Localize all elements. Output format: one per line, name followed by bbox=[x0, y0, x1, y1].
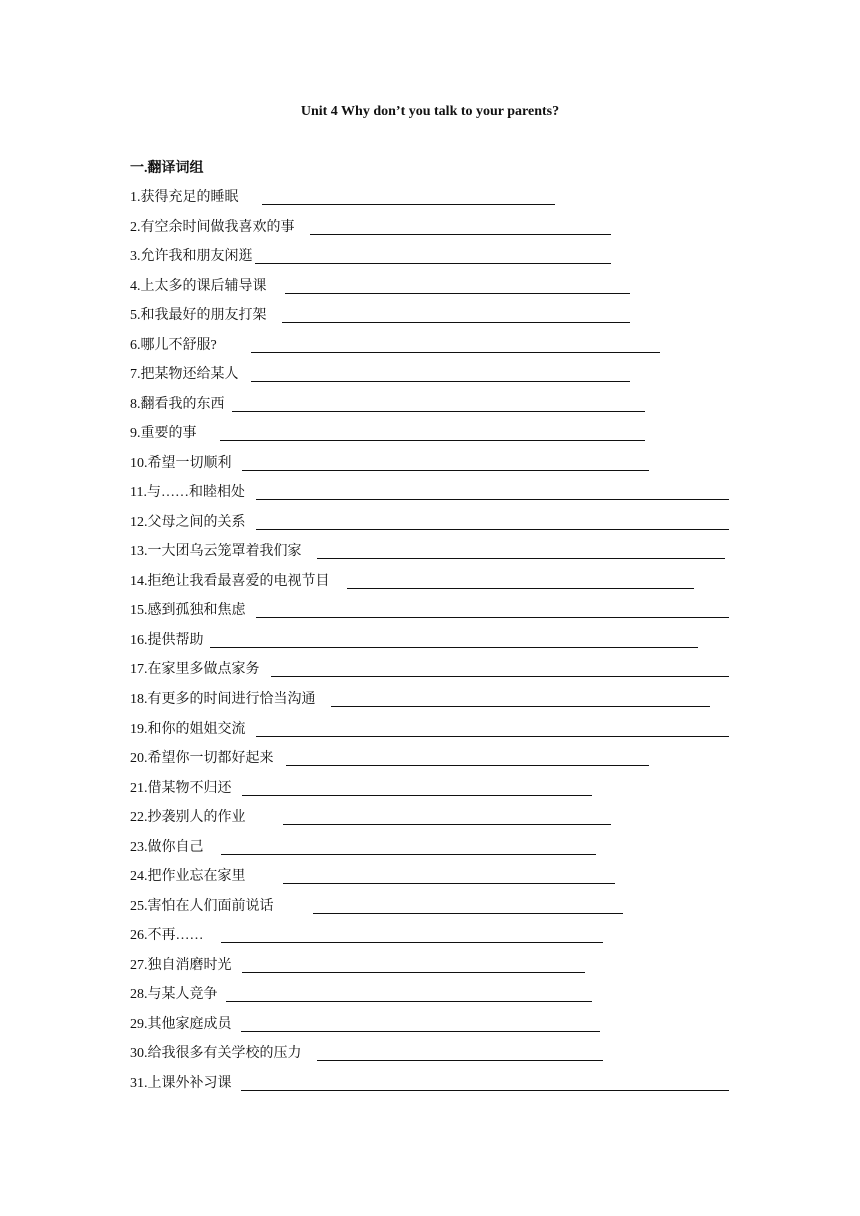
exercise-prompt: 18.有更多的时间进行恰当沟通 bbox=[130, 692, 316, 707]
answer-blank-line[interactable] bbox=[242, 972, 585, 973]
exercise-prompt: 15.感到孤独和焦虑 bbox=[130, 603, 246, 619]
answer-blank-line[interactable] bbox=[251, 352, 660, 353]
exercise-item bbox=[130, 481, 729, 503]
exercise-prompt: 7.把某物还给某人 bbox=[130, 367, 239, 383]
answer-blank-line[interactable] bbox=[226, 1001, 592, 1002]
exercise-item bbox=[130, 540, 725, 562]
answer-blank-line[interactable] bbox=[242, 470, 649, 471]
exercise-prompt: 26.不再…… bbox=[130, 928, 204, 944]
exercise-item bbox=[130, 836, 596, 858]
exercise-item bbox=[130, 599, 729, 621]
exercise-prompt: 3.允许我和朋友闲逛 bbox=[130, 249, 253, 265]
exercise-prompt: 12.父母之间的关系 bbox=[130, 514, 246, 530]
exercise-prompt: 1.获得充足的睡眠 bbox=[130, 190, 239, 205]
answer-blank-line[interactable] bbox=[317, 558, 725, 559]
answer-blank-line[interactable] bbox=[256, 529, 729, 530]
exercise-prompt: 16.提供帮助 bbox=[130, 632, 204, 648]
exercise-prompt: 29.其他家庭成员 bbox=[130, 1016, 232, 1032]
exercise-prompt: 17.在家里多做点家务 bbox=[130, 662, 260, 678]
exercise-item bbox=[130, 954, 585, 976]
answer-blank-line[interactable] bbox=[347, 588, 694, 589]
exercise-item bbox=[130, 304, 630, 326]
exercise-prompt: 27.独自消磨时光 bbox=[130, 957, 232, 973]
exercise-item bbox=[130, 747, 649, 769]
exercise-item bbox=[130, 983, 592, 1005]
answer-blank-line[interactable] bbox=[256, 617, 729, 618]
worksheet-title: Unit 4 Why don’t you talk to your parents? bbox=[300, 104, 560, 119]
answer-blank-line[interactable] bbox=[241, 1031, 600, 1032]
exercise-item bbox=[130, 245, 611, 267]
exercise-prompt: 20.希望你一切都好起来 bbox=[130, 751, 274, 767]
exercise-prompt: 21.借某物不归还 bbox=[130, 780, 232, 796]
exercise-prompt: 13.一大团乌云笼罩着我们家 bbox=[130, 544, 302, 560]
answer-blank-line[interactable] bbox=[331, 706, 710, 707]
exercise-item bbox=[130, 865, 615, 887]
exercise-prompt: 24.把作业忘在家里 bbox=[130, 869, 246, 885]
answer-blank-line[interactable] bbox=[220, 440, 645, 441]
exercise-prompt: 11.与……和睦相处 bbox=[130, 485, 245, 501]
answer-blank-line[interactable] bbox=[283, 883, 615, 884]
exercise-prompt: 10.希望一切顺利 bbox=[130, 455, 232, 471]
exercise-prompt: 28.与某人竞争 bbox=[130, 987, 218, 1003]
exercise-prompt: 9.重要的事 bbox=[130, 426, 197, 442]
answer-blank-line[interactable] bbox=[256, 736, 729, 737]
exercise-prompt: 8.翻看我的东西 bbox=[130, 396, 225, 412]
exercise-item bbox=[130, 393, 645, 415]
answer-blank-line[interactable] bbox=[255, 263, 612, 264]
answer-blank-line[interactable] bbox=[251, 381, 630, 382]
answer-blank-line[interactable] bbox=[317, 1060, 603, 1061]
exercise-item bbox=[130, 275, 630, 297]
exercise-item bbox=[130, 334, 660, 356]
answer-blank-line[interactable] bbox=[285, 293, 630, 294]
exercise-item bbox=[130, 216, 611, 238]
exercise-prompt: 23.做你自己 bbox=[130, 839, 204, 855]
exercise-prompt: 4.上太多的课后辅导课 bbox=[130, 278, 267, 294]
exercise-item bbox=[130, 1072, 729, 1094]
answer-blank-line[interactable] bbox=[221, 942, 603, 943]
answer-blank-line[interactable] bbox=[256, 499, 729, 500]
exercise-prompt: 14.拒绝让我看最喜爱的电视节目 bbox=[130, 573, 330, 589]
exercise-item bbox=[130, 570, 694, 592]
exercise-item bbox=[130, 924, 603, 946]
answer-blank-line[interactable] bbox=[282, 322, 630, 323]
exercise-item bbox=[130, 688, 710, 710]
section-heading: 一.翻译词组 bbox=[130, 161, 204, 176]
answer-blank-line[interactable] bbox=[283, 824, 611, 825]
exercise-prompt: 2.有空余时间做我喜欢的事 bbox=[130, 219, 295, 235]
exercise-prompt: 5.和我最好的朋友打架 bbox=[130, 308, 267, 324]
exercise-item bbox=[130, 422, 645, 444]
exercise-item bbox=[130, 777, 592, 799]
exercise-item bbox=[130, 1013, 600, 1035]
exercise-item bbox=[130, 629, 698, 651]
exercise-item bbox=[130, 895, 623, 917]
exercise-item bbox=[130, 1042, 603, 1064]
answer-blank-line[interactable] bbox=[210, 647, 698, 648]
answer-blank-line[interactable] bbox=[286, 765, 649, 766]
exercise-prompt: 31.上课外补习课 bbox=[130, 1075, 232, 1091]
exercise-item bbox=[130, 186, 555, 208]
exercise-item bbox=[130, 452, 649, 474]
exercise-prompt: 19.和你的姐姐交流 bbox=[130, 721, 246, 737]
answer-blank-line[interactable] bbox=[242, 795, 592, 796]
answer-blank-line[interactable] bbox=[313, 913, 623, 914]
exercise-item bbox=[130, 363, 630, 385]
exercise-item bbox=[130, 511, 729, 533]
answer-blank-line[interactable] bbox=[271, 676, 729, 677]
answer-blank-line[interactable] bbox=[262, 204, 555, 205]
answer-blank-line[interactable] bbox=[241, 1090, 729, 1091]
exercise-prompt: 25.害怕在人们面前说话 bbox=[130, 898, 274, 914]
exercise-item bbox=[130, 806, 611, 828]
exercise-prompt: 22.抄袭别人的作业 bbox=[130, 810, 246, 826]
exercise-prompt: 6.哪儿不舒服? bbox=[130, 337, 217, 353]
exercise-item bbox=[130, 718, 729, 740]
exercise-prompt: 30.给我很多有关学校的压力 bbox=[130, 1046, 302, 1062]
answer-blank-line[interactable] bbox=[221, 854, 596, 855]
answer-blank-line[interactable] bbox=[310, 234, 611, 235]
answer-blank-line[interactable] bbox=[232, 411, 645, 412]
exercise-item bbox=[130, 658, 729, 680]
